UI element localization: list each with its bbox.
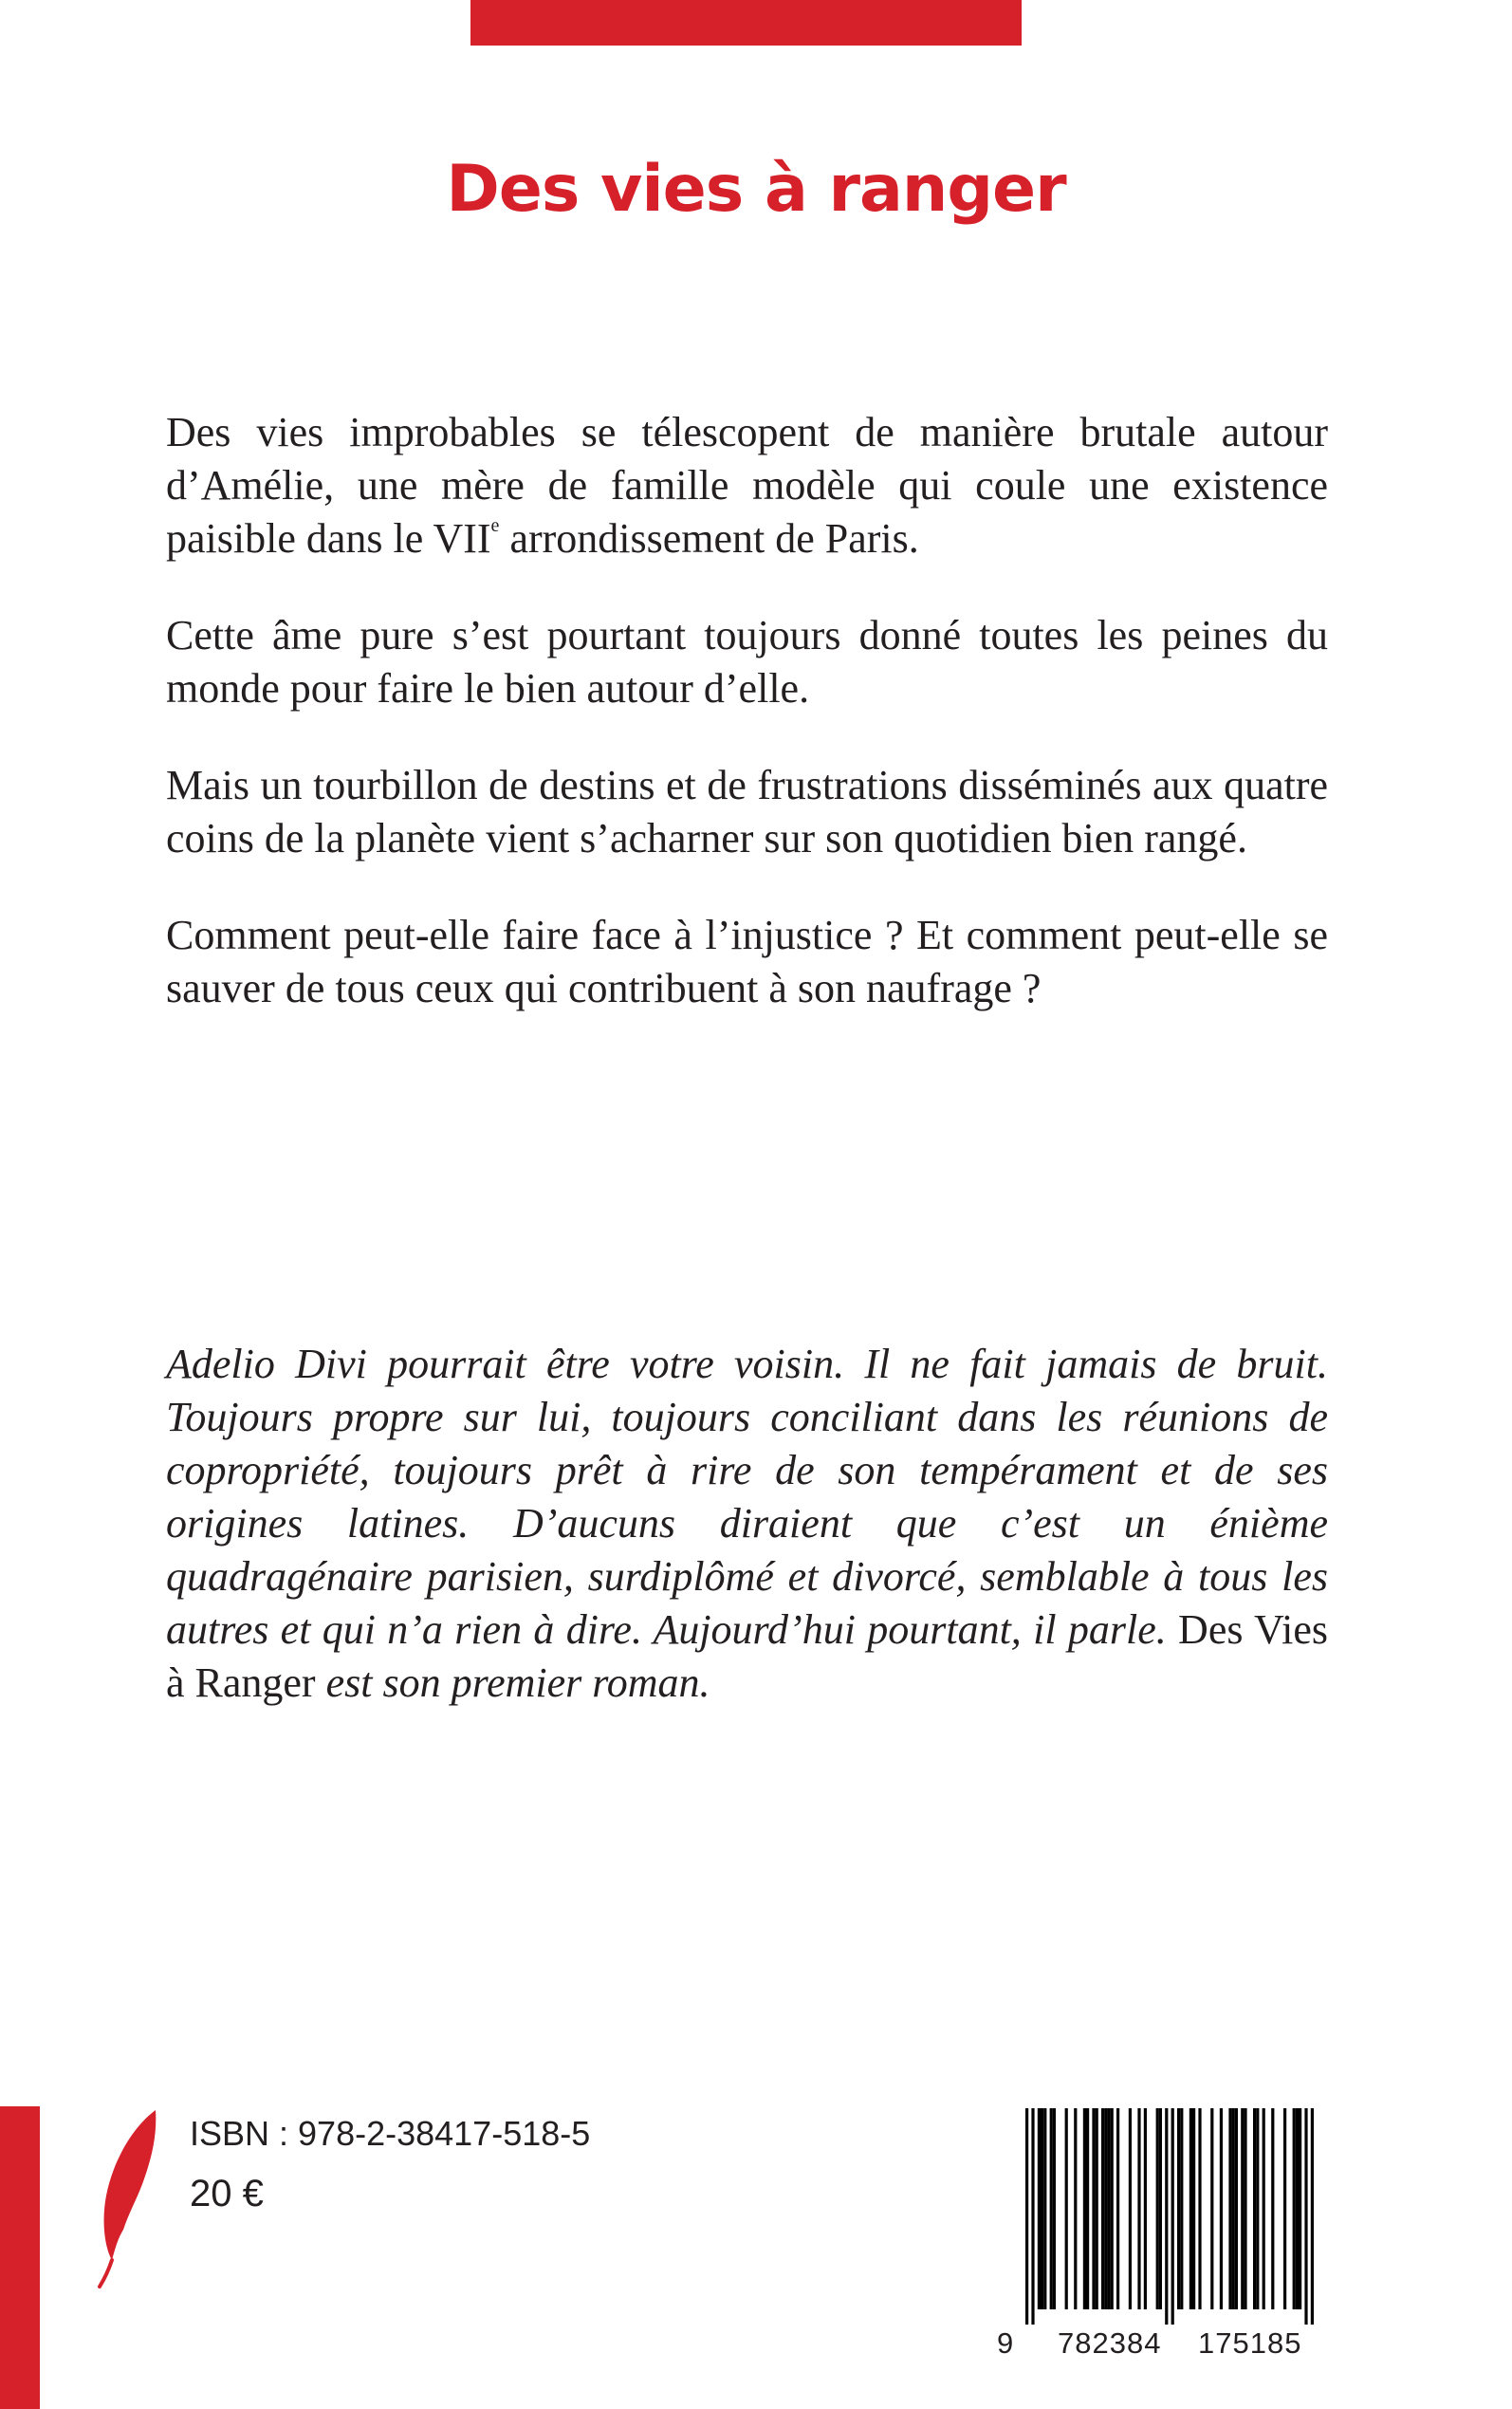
barcode-bar [1235, 2108, 1238, 2309]
barcode-bar [1101, 2108, 1104, 2309]
barcode-bar [1096, 2108, 1098, 2309]
barcode-bar [1038, 2108, 1041, 2309]
feather-icon [97, 2108, 165, 2289]
barcode-bar [1304, 2108, 1307, 2325]
author-bio [166, 1338, 1328, 1710]
blurb-paragraph-2: Cette âme pure s’est pourtant toujours donné toutes les peines du monde pour faire le bien autour d’elle. [166, 612, 1328, 712]
isbn-text: ISBN : 978-2-38417-518-5 [190, 2114, 591, 2153]
barcode-bar [1043, 2108, 1046, 2309]
barcode-bar [1232, 2108, 1235, 2309]
barcode-bar [1107, 2108, 1110, 2309]
barcode-bar [1086, 2108, 1089, 2309]
author-bio-text: Adelio Divi pourrait être votre voisin. Il ne fait jamais de bruit. Toujours propre sur lui, toujours conciliant dans les réunions de copropriété, toujours prêt à rire de son tempérament et de ses origines latines. D’aucuns diraient que c’est un énième quadragénaire parisien, surdiplômé et divorcé, semblable à tous les autres et qui n’a rien à dire. Aujourd’hui pourtant, il parle. [166, 1341, 1328, 1653]
barcode-bar [1311, 2108, 1314, 2325]
barcode-digits-left: 782384 [1058, 2326, 1162, 2360]
barcode-bar [1198, 2108, 1201, 2309]
barcode-bar [1244, 2108, 1246, 2309]
barcode-bar [1210, 2108, 1213, 2309]
barcode-bar [1104, 2108, 1107, 2309]
barcode-digits [997, 2326, 1338, 2364]
blurb-paragraph-1 [166, 406, 1328, 565]
barcode-bar [1159, 2108, 1162, 2309]
barcode-bar [1116, 2108, 1119, 2309]
back-cover-blurb [166, 406, 1328, 1015]
barcode-bar [1189, 2108, 1192, 2309]
barcode-bar [1065, 2108, 1068, 2309]
barcode-bar [1144, 2108, 1147, 2309]
barcode-bar [1092, 2108, 1095, 2309]
blurb-p1-text-end: arrondissement de Paris. [499, 515, 919, 562]
barcode-bar [1296, 2108, 1299, 2309]
barcode-bar [1083, 2108, 1086, 2309]
top-accent-bar [470, 0, 1022, 46]
blurb-p1-text: Des vies improbables se télescopent de manière brutale autour d’Amélie, une mère de famille modèle qui coule une existence paisible dans le VII [166, 409, 1328, 562]
blurb-paragraph-4: Comment peut-elle faire face à l’injustice ? Et comment peut-elle se sauver de tous ceux qui contribuent à son naufrage ? [166, 912, 1328, 1011]
book-title: Des vies à ranger [446, 152, 1066, 227]
barcode-digits-right: 175185 [1198, 2326, 1302, 2360]
barcode-bar [1177, 2108, 1180, 2309]
barcode-bar [1171, 2108, 1174, 2325]
blurb-p1-superscript: e [490, 515, 500, 536]
barcode-bar [1074, 2108, 1077, 2309]
barcode-bar [1031, 2108, 1034, 2325]
barcode-bar [1256, 2108, 1259, 2309]
blurb-paragraph-3: Mais un tourbillon de destins et de frustrations disséminés aux quatre coins de la planète vient s’acharner sur son quotidien bien rangé. [166, 762, 1328, 862]
barcode-bar [1220, 2108, 1223, 2309]
barcode-bar [1271, 2108, 1274, 2309]
barcode-bar [1041, 2108, 1043, 2309]
barcode-bar [1180, 2108, 1183, 2309]
barcode-bar [1050, 2108, 1053, 2309]
barcode-bar [1129, 2108, 1132, 2309]
barcode-bar [1293, 2108, 1296, 2309]
author-bio-text-end: est son premier roman. [315, 1659, 710, 1706]
barcode-bar [1137, 2108, 1140, 2309]
barcode-bar [1253, 2108, 1256, 2309]
author-bio-book-title: Des Vies à Ranger [166, 1606, 1328, 1706]
barcode-bar [1263, 2108, 1265, 2309]
side-accent-bar [0, 2106, 40, 2409]
barcode-bar [1241, 2108, 1244, 2309]
barcode-bar [1228, 2108, 1231, 2309]
barcode [997, 2108, 1338, 2325]
price-text: 20 € [190, 2173, 264, 2214]
barcode-bar [1192, 2108, 1195, 2309]
barcode-bar [1283, 2108, 1286, 2309]
barcode-bar [1025, 2108, 1028, 2325]
barcode-digit-first: 9 [997, 2326, 1014, 2360]
barcode-bar [1156, 2108, 1159, 2309]
barcode-bar [1053, 2108, 1056, 2309]
barcode-bar [1111, 2108, 1114, 2309]
barcode-bar [1299, 2108, 1301, 2309]
barcode-bar [1165, 2108, 1168, 2325]
